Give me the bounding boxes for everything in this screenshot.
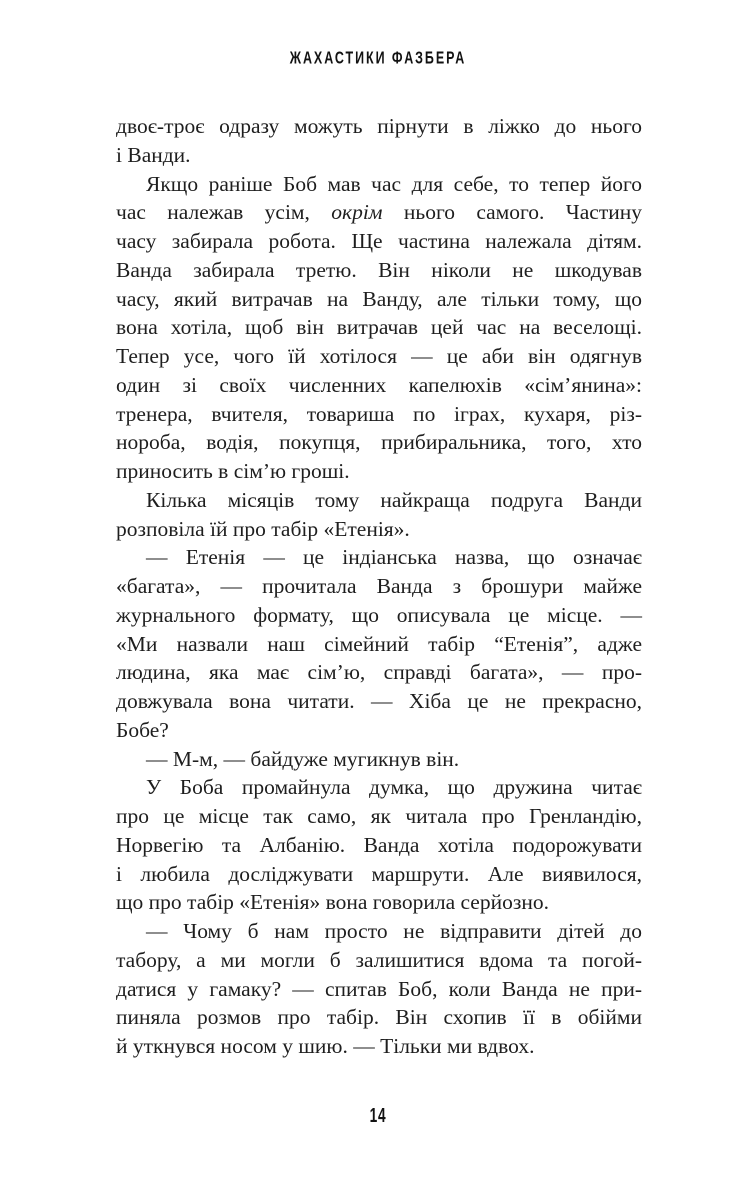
paragraph <box>116 170 642 486</box>
text-line: двоє-троє одразу можуть пірнути в ліжко до нього <box>116 114 642 138</box>
text-line: часу забирала робота. Ще частина належала дітям. <box>116 229 642 253</box>
paragraph <box>116 917 642 1061</box>
paragraph <box>116 773 642 917</box>
text-line: і Ванди. <box>116 142 191 167</box>
text-line: довжувала вона читати. — Хіба це не прекрасно, <box>116 689 642 713</box>
text-line: пиняла розмов про табір. Він схопив її в обійми <box>116 1005 642 1030</box>
paragraph <box>116 745 642 774</box>
text-line: часу, який витрачав на Ванду, але тільки тому, що <box>116 286 642 311</box>
text-line: Кілька місяців тому найкраща подруга Ванди <box>146 487 642 512</box>
text-line: «Ми назвали наш сімейний табір “Етенія”, адже <box>116 631 642 656</box>
text-line: час належав усім, окрім нього самого. Частину <box>116 200 642 225</box>
text-line: Норвегію та Албанію. Ванда хотіла подорожувати <box>116 832 642 857</box>
paragraph <box>116 112 642 170</box>
text-line: табору, а ми могли б залишитися вдома та погой- <box>116 947 642 972</box>
text-line: про це місце так само, як читала про Гренландію, <box>116 804 642 828</box>
text-line: людина, яка має сім’ю, справді багата», — про- <box>116 660 642 685</box>
text-line: вона хотіла, щоб він витрачав цей час на веселощі. <box>116 315 642 340</box>
text-line: Бобе? <box>116 717 169 742</box>
body-text <box>116 112 642 1061</box>
text-line: датися у гамаку? — спитав Боб, коли Ванда не при- <box>116 976 642 1001</box>
text-line: один зі своїх численних капелюхів «сім’янина»: <box>116 372 642 397</box>
text-line: журнального формату, що описувала це місце. — <box>116 602 642 627</box>
text-line: — Чому б нам просто не відправити дітей до <box>146 919 642 943</box>
text-line: — Етенія — це індіанська назва, що означає <box>146 545 642 570</box>
text-line: Якщо раніше Боб мав час для себе, то тепер його <box>146 171 642 196</box>
paragraph <box>116 486 642 544</box>
text-line: і любила досліджувати маршрути. Але виявилося, <box>116 861 642 886</box>
text-line: розповіла їй про табір «Етенія». <box>116 516 410 541</box>
running-header: ЖАХАСТИКИ ФАЗБЕРА <box>289 49 467 68</box>
text-line: Тепер усе, чого їй хотілося — це аби він одягнув <box>116 344 642 368</box>
page-number: 14 <box>369 1105 387 1128</box>
text-line: й уткнувся носом у шию. — Тільки ми вдвох. <box>116 1034 535 1058</box>
paragraph <box>116 543 642 744</box>
text-line: «багата», — прочитала Ванда з брошури майже <box>116 574 642 598</box>
text-line: тренера, вчителя, товариша по іграх, кухаря, різ- <box>116 401 642 426</box>
text-line: приносить в сім’ю гроші. <box>116 459 350 483</box>
text-line: нороба, водія, покупця, прибиральника, того, хто <box>116 430 642 455</box>
text-line: У Боба промайнула думка, що дружина читає <box>146 775 642 800</box>
text-line: — М-м, — байдуже мугикнув він. <box>146 746 460 771</box>
text-line: що про табір «Етенія» вона говорила серйозно. <box>116 890 549 915</box>
text-line: Ванда забирала третю. Він ніколи не шкодував <box>116 257 642 282</box>
